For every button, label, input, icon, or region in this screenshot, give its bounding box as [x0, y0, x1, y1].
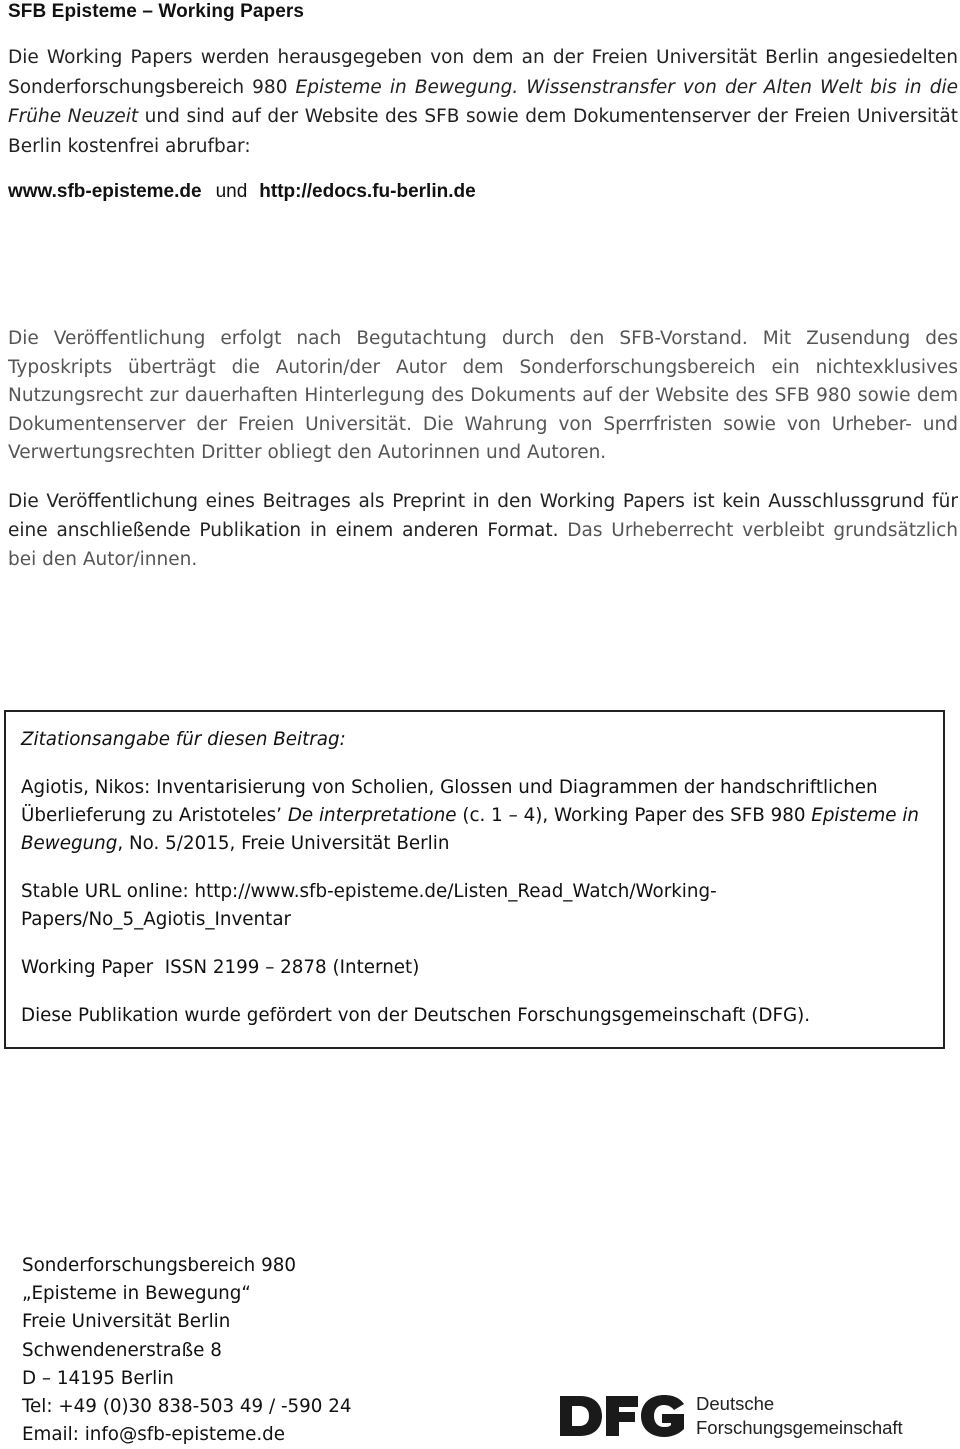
stable-url-line2[interactable]: Papers/No_5_Agiotis_Inventar — [21, 909, 292, 930]
address-line: D – 14195 Berlin — [22, 1367, 174, 1389]
dfg-name — [696, 1392, 903, 1440]
citation-text — [21, 774, 921, 858]
review-text-c: Die Wahrung von Sperrfristen sowie von Urheber- und Verwertungsrechten Dritter obliegt den Autorinnen und Autoren. — [8, 413, 959, 463]
intro-text-a: Die Working Papers werden herausgegeben von dem an der Freien Universität Berlin angesiedelten Sonderforschungsbereich 980 — [8, 47, 958, 98]
review-text-b: Mit Zusendung des Typoskripts überträgt die Autorin/der Autor dem Sonderforschungsbereich ein nichtexklusives Nutzungsrecht zur dauerhaften Hinterlegung des Dokuments auf der Website des SFB 980 sowie dem Dokumentenserver der Freien Universität. — [8, 328, 958, 435]
email-line[interactable]: Email: info@sfb-episteme.de — [22, 1424, 286, 1446]
intro-project-title: Episteme in Bewegung. Wissenstransfer von der Alten Welt bis in die Frühe Neuzeit — [8, 76, 959, 127]
dfg-logo — [558, 1392, 938, 1448]
website-link[interactable]: www.sfb-episteme.de — [8, 181, 202, 202]
review-text-a: Die Veröffentlichung erfolgt nach Begutachtung durch den SFB-Vorstand. — [8, 328, 748, 349]
address-block — [22, 1252, 352, 1449]
citation-part-c: , No. 5/2015, Freie Universität Berlin — [117, 833, 450, 854]
preprint-text-b: Das Urheberrecht verbleibt grundsätzlich bei den Autor/innen. — [8, 520, 958, 570]
dfg-logo-mark — [558, 1392, 688, 1440]
citation-box — [4, 710, 945, 1049]
issn-line: Working Paper ISSN 2199 – 2878 (Internet) — [21, 957, 420, 978]
dfg-name-line1: Deutsche — [696, 1393, 775, 1414]
citation-heading: Zitationsangabe für diesen Beitrag: — [21, 729, 346, 750]
stable-url-line1[interactable]: Stable URL online: http://www.sfb-episteme.de/Listen_Read_Watch/Working- — [21, 881, 717, 902]
address-line: Schwendenerstraße 8 — [22, 1339, 222, 1361]
preprint-text-a: Die Veröffentlichung eines Beitrages als Preprint in den Working Papers ist kein Ausschlussgrund für eine anschließende Publikation in einem anderen Format. — [8, 491, 958, 541]
citation-series-title: Episteme in Bewegung — [21, 805, 919, 854]
intro-paragraph — [8, 43, 958, 161]
address-line: Sonderforschungsbereich 980 — [22, 1255, 296, 1276]
dfg-name-line2: Forschungsgemeinschaft — [696, 1417, 903, 1438]
page-title: SFB Episteme – Working Papers — [8, 1, 305, 22]
address-line: „Episteme in Bewegung“ — [22, 1283, 251, 1305]
edocs-link[interactable]: http://edocs.fu-berlin.de — [259, 181, 476, 202]
review-paragraph — [8, 325, 958, 468]
stable-url[interactable] — [21, 878, 921, 934]
citation-part-b: (c. 1 – 4), Working Paper des SFB 980 — [456, 805, 812, 826]
links-connector: und — [215, 181, 248, 202]
address-line: Freie Universität Berlin — [22, 1311, 231, 1333]
preprint-paragraph — [8, 487, 958, 574]
funding-line: Diese Publikation wurde gefördert von der Deutschen Forschungsgemeinschaft (DFG). — [21, 1005, 811, 1026]
citation-part-a: Agiotis, Nikos: Inventarisierung von Scholien, Glossen und Diagrammen der handschriftlichen Überlieferung zu Aristoteles’ — [21, 777, 878, 826]
intro-text-c: und sind auf der Website des SFB sowie dem Dokumentenserver der Freien Universität Berlin kostenfrei abrufbar: — [8, 106, 958, 157]
links-line — [8, 180, 476, 204]
phone-line: Tel: +49 (0)30 838-503 49 / -590 24 — [22, 1396, 352, 1418]
citation-work-title: De interpretatione — [287, 805, 457, 826]
